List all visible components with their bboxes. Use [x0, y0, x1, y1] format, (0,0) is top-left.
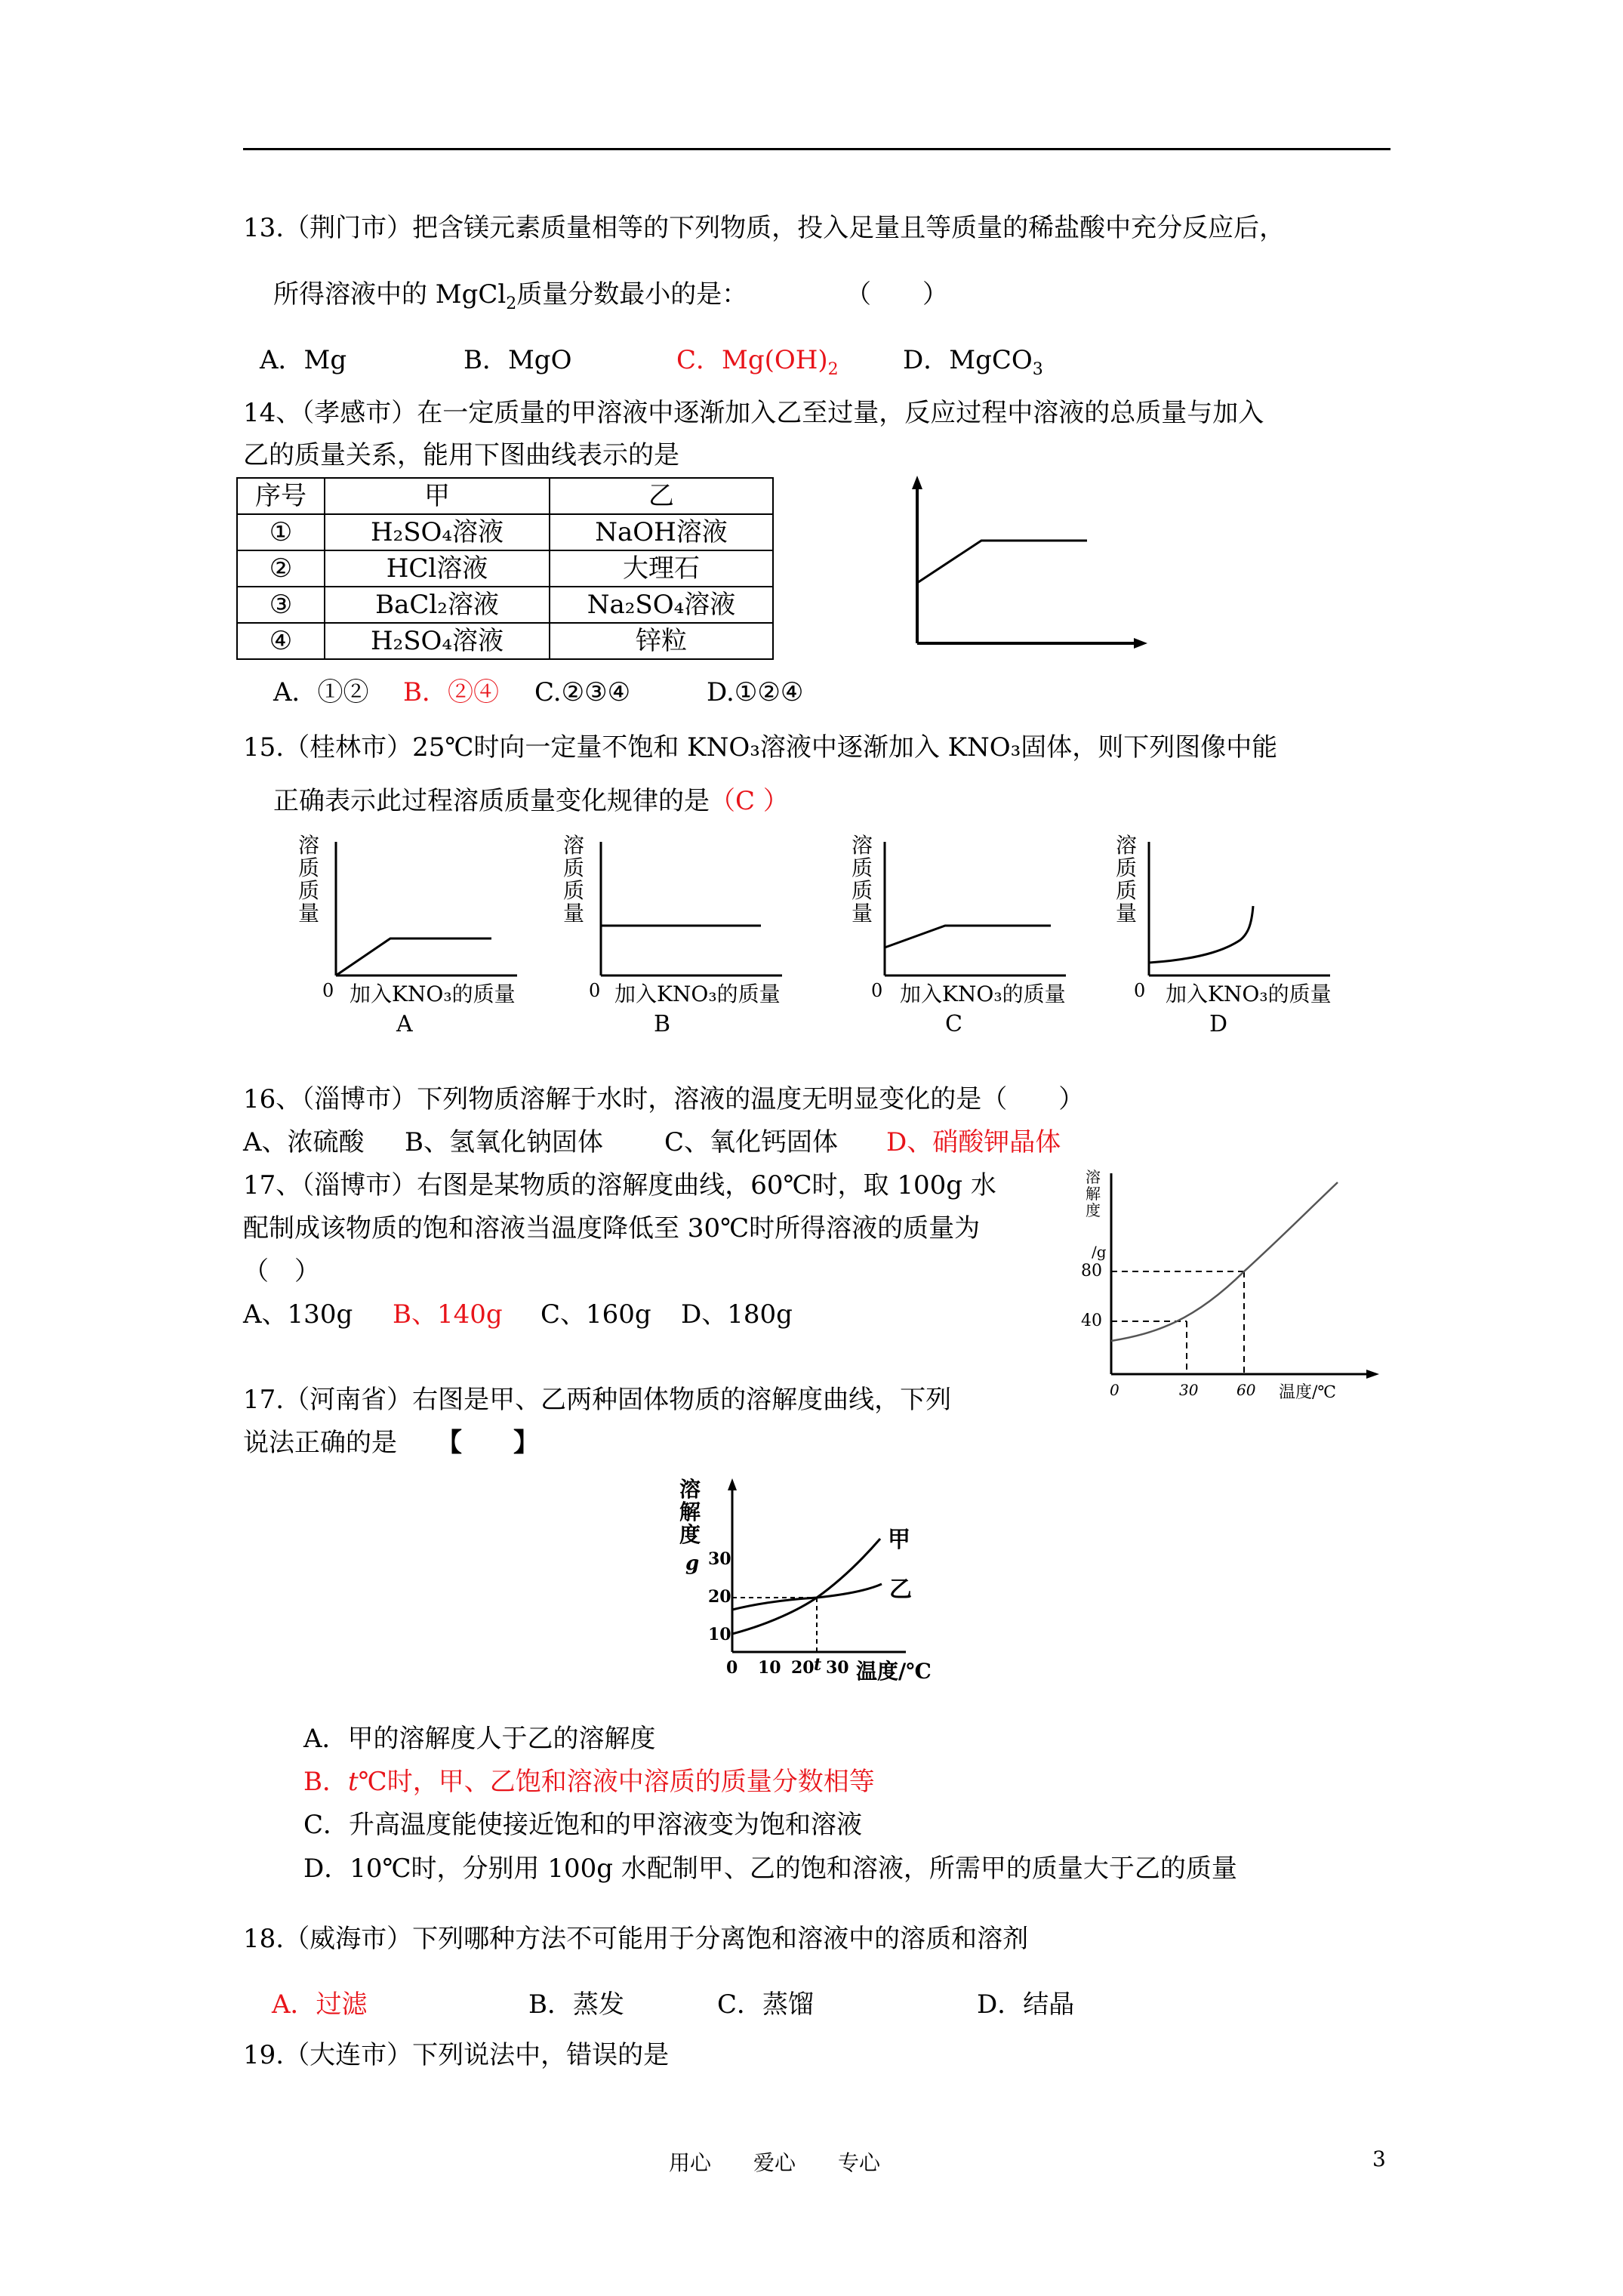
q15-graph-a [298, 834, 547, 1046]
table-row [237, 623, 773, 659]
page-number: 3 [1372, 2147, 1386, 2171]
table-cell: H₂SO₄溶液 [325, 623, 550, 659]
table-cell: Na₂SO₄溶液 [550, 587, 773, 623]
table-row [237, 550, 773, 587]
ylabel-char: 解 [679, 1499, 701, 1524]
q15-line1: 15.（桂林市）25℃时向一定量不饱和 KNO₃溶液中逐渐加入 KNO₃固体，则下列图像中能 [243, 732, 1278, 763]
q15-line2: 正确表示此过程溶质质量变化规律的是（C ） [273, 786, 789, 816]
table-row [237, 514, 773, 550]
table-cell: ④ [237, 623, 325, 659]
series-jia-label: 甲 [888, 1527, 910, 1553]
ylabel-char: 质 [1116, 878, 1138, 903]
graph-curve [336, 938, 491, 975]
q14-curve [917, 541, 1087, 583]
q17a-solubility-graph [1081, 1166, 1398, 1422]
graph-origin: 0 [322, 980, 334, 1001]
ylabel-char: 量 [563, 901, 585, 926]
ylabel-char: 溶 [852, 833, 873, 858]
xtick-10: 10 [758, 1658, 781, 1678]
graph-curve [1149, 906, 1253, 963]
q13-option-b: B．MgO [463, 345, 572, 375]
graph-curve [885, 926, 1051, 948]
q17b-option-a: A．甲的溶解度人于乙的溶解度 [303, 1724, 656, 1754]
table-row [237, 587, 773, 623]
q15-answer: （C ） [710, 786, 789, 816]
ylabel-char: 量 [298, 901, 320, 926]
q18-option-a: A．过滤 [272, 1989, 368, 2020]
table-cell: BaCl₂溶液 [325, 587, 550, 623]
q14-option-a: A．①② [273, 677, 369, 707]
ytick-10: 10 [708, 1625, 731, 1644]
ylabel-char: 质 [852, 855, 873, 880]
q14-graph [898, 468, 1155, 657]
q13-line2: 所得溶液中的 MgCl$_2$质量分数最小的是： [273, 279, 748, 313]
q13-option-c: C．$Mg(OH)_2$ [676, 345, 839, 379]
table-cell: ② [237, 550, 325, 587]
y-axis-arrow [912, 476, 922, 489]
q14-option-c: C.②③④ [534, 677, 631, 707]
q17b-option-d: D．10℃时，分别用 100g 水配制甲、乙的饱和溶液，所需甲的质量大于乙的质量 [303, 1854, 1237, 1884]
q13-option-d: D．MgCO$_3$ [903, 345, 1043, 379]
graph-origin: 0 [589, 980, 601, 1001]
ylabel-char: 质 [298, 878, 320, 903]
ytick-30: 30 [708, 1549, 731, 1569]
q18-option-c: C．蒸馏 [717, 1989, 815, 2020]
q14-line1: 14、（孝感市）在一定质量的甲溶液中逐渐加入乙至过量，反应过程中溶液的总质量与加入 [243, 398, 1264, 428]
ylabel-char: 质 [563, 855, 585, 880]
q16-option-c: C、氧化钙固体 [664, 1127, 839, 1157]
ytick-40: 40 [1081, 1311, 1102, 1330]
graph-letter-d: D [1209, 1011, 1228, 1037]
q15-graph-c [852, 834, 1101, 1046]
graph-plot [1081, 1166, 1398, 1392]
table-header-cell: 序号 [237, 478, 325, 514]
graph-origin: 0 [1134, 980, 1146, 1001]
q16-line1: 16、（淄博市）下列物质溶解于水时，溶液的温度无明显变化的是（ ） [243, 1084, 1085, 1114]
table-header-cell: 乙 [550, 478, 773, 514]
q17b-option-b: B．t℃时，甲、乙饱和溶液中溶质的质量分数相等 [303, 1767, 875, 1797]
graph-letter-c: C [945, 1011, 962, 1037]
q17a-option-d: D、180g [681, 1299, 793, 1330]
graph-xlabel: 温度/℃ [1279, 1383, 1337, 1402]
ylabel-char: 质 [852, 878, 873, 903]
q17b-line1: 17.（河南省）右图是甲、乙两种固体物质的溶解度曲线，下列 [243, 1385, 952, 1415]
q17a-option-c: C、160g [540, 1299, 651, 1330]
q14-solution-table [236, 477, 774, 660]
ylabel-char: 度 [1086, 1201, 1101, 1219]
q18-line1: 18.（威海市）下列哪种方法不可能用于分离饱和溶液中的溶质和溶剂 [243, 1924, 1029, 1954]
xtick-t: t [814, 1655, 822, 1675]
ylabel-char: 量 [1116, 901, 1138, 926]
q19-line1: 19.（大连市）下列说法中，错误的是 [243, 2040, 670, 2070]
q14-option-d: D.①②④ [707, 677, 804, 707]
footer-motto: 用心 爱心 专心 [669, 2150, 881, 2175]
q14-option-b: B．②④ [403, 677, 499, 707]
xtick-30: 30 [1179, 1381, 1199, 1399]
table-cell: H₂SO₄溶液 [325, 514, 550, 550]
ytick-20: 20 [708, 1587, 731, 1607]
table-cell: NaOH溶液 [550, 514, 773, 550]
ylabel-char: 质 [563, 878, 585, 903]
ylabel-char: 质 [1116, 855, 1138, 880]
q17a-line1: 17、（淄博市）右图是某物质的溶解度曲线，60℃时，取 100g 水 [243, 1170, 996, 1200]
q13-option-a: A．Mg [260, 345, 347, 375]
table-cell: 锌粒 [550, 623, 773, 659]
q14-line2: 乙的质量关系，能用下图曲线表示的是 [243, 440, 679, 470]
table-cell: ① [237, 514, 325, 550]
ylabel-char: 溶 [563, 833, 585, 858]
graph-yunit: g [685, 1552, 700, 1575]
graph-letter-a: A [396, 1011, 413, 1037]
q16-option-d: D、硝酸钾晶体 [886, 1127, 1061, 1157]
ylabel-char: 溶 [679, 1477, 701, 1502]
xtick-0: 0 [726, 1658, 738, 1678]
table-cell: 大理石 [550, 550, 773, 587]
q16-option-b: B、氢氧化钠固体 [405, 1127, 603, 1157]
q17a-line2: 配制成该物质的饱和溶液当温度降低至 30℃时所得溶液的质量为 [243, 1213, 981, 1244]
table-cell: ③ [237, 587, 325, 623]
ylabel-char: 解 [1086, 1185, 1101, 1203]
solubility-curve [1111, 1182, 1338, 1341]
table-cell: HCl溶液 [325, 550, 550, 587]
series-yi-label: 乙 [889, 1576, 912, 1603]
q13-line1: 13.（荆门市）把含镁元素质量相等的下列物质，投入足量且等质量的稀盐酸中充分反应后， [243, 213, 1286, 243]
ylabel-char: 质 [298, 855, 320, 880]
q15-graph-b [563, 834, 812, 1046]
q15-graph-d [1116, 834, 1365, 1046]
ylabel-char: 溶 [1086, 1168, 1101, 1186]
series-jia-curve [732, 1539, 880, 1634]
q17a-option-a: A、130g [243, 1299, 353, 1330]
q18-option-d: D．结晶 [977, 1989, 1075, 2020]
graph-xlabel: 加入KNO₃的质量 [900, 982, 1066, 1006]
q17b-bracket: 【 】 [436, 1428, 539, 1458]
q17b-solubility-graph [679, 1477, 966, 1703]
q13-paren: （ ） [845, 279, 948, 310]
graph-xlabel: 加入KNO₃的质量 [1166, 982, 1332, 1006]
xtick-30: 30 [826, 1658, 849, 1678]
q17b-option-c: C．升高温度能使接近饱和的甲溶液变为饱和溶液 [303, 1810, 863, 1840]
xtick-0: 0 [1110, 1381, 1119, 1399]
ylabel-char: 量 [852, 901, 873, 926]
graph-yunit: /g [1092, 1243, 1107, 1261]
q16-option-a: A、浓硫酸 [243, 1127, 365, 1157]
q17a-option-b: B、140g [393, 1299, 503, 1330]
ytick-80: 80 [1081, 1262, 1102, 1281]
xtick-20: 20 [791, 1658, 815, 1678]
graph-xlabel: 加入KNO₃的质量 [350, 982, 516, 1006]
graph-xlabel: 温度/℃ [856, 1659, 932, 1684]
ylabel-char: 溶 [1116, 833, 1138, 858]
table-header-cell: 甲 [325, 478, 550, 514]
header-rule [243, 148, 1390, 150]
q18-option-b: B．蒸发 [528, 1989, 624, 2020]
xtick-60: 60 [1236, 1381, 1256, 1399]
ylabel-char: 溶 [298, 833, 320, 858]
ylabel-char: 度 [679, 1522, 701, 1547]
q17b-line2: 说法正确的是 【 】 [243, 1428, 539, 1458]
table-header-row [237, 478, 773, 514]
x-axis-arrow [1134, 638, 1147, 649]
q17a-line3: （ ） [243, 1256, 320, 1287]
graph-origin: 0 [871, 980, 883, 1001]
graph-letter-b: B [654, 1011, 671, 1037]
graph-xlabel: 加入KNO₃的质量 [614, 982, 781, 1006]
